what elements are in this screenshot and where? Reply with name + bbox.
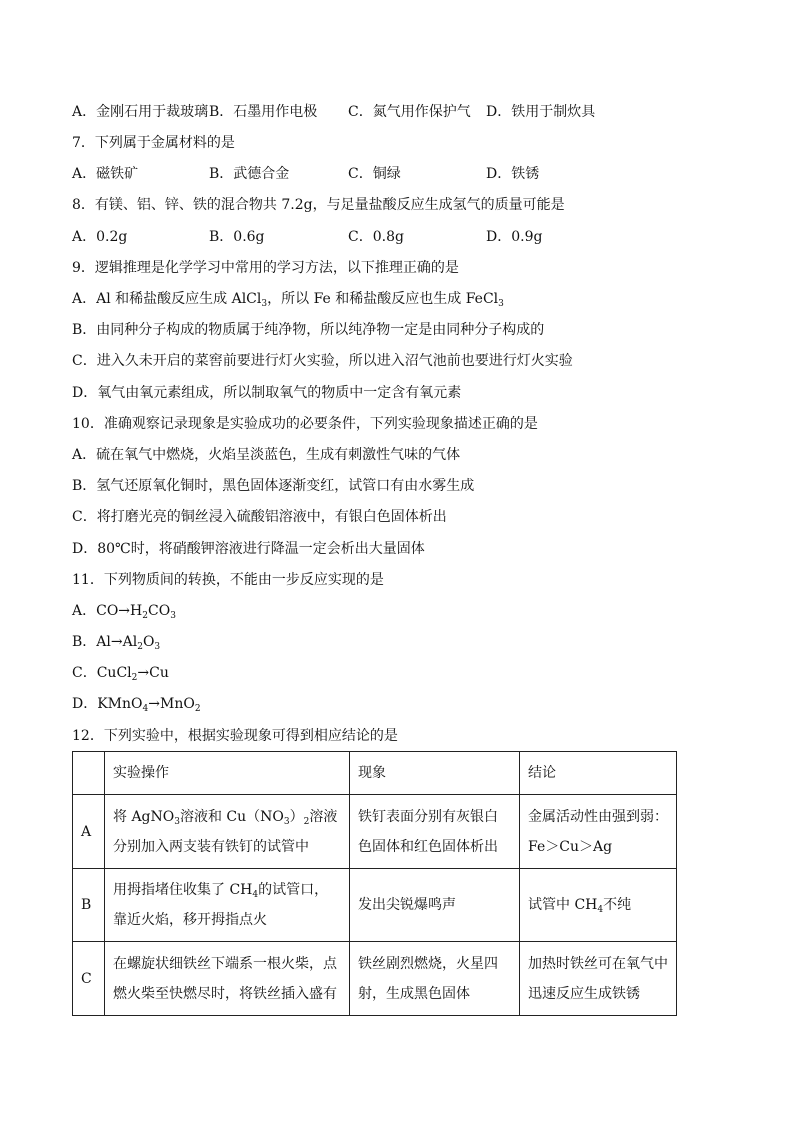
row-conclusion: 加热时铁丝可在氧气中迅速反应生成铁锈 bbox=[520, 942, 677, 1016]
q8-option-d: D．0.9g bbox=[486, 229, 543, 245]
q12-stem: 12．下列实验中，根据实验现象可得到相应结论的是 bbox=[72, 728, 398, 744]
q6-option-d: D．铁用于制炊具 bbox=[486, 104, 596, 120]
q8-option-c: C．0.8g bbox=[348, 229, 404, 245]
q9-option-d: D．氧气由氧元素组成，所以制取氧气的物质中一定含有氧元素 bbox=[72, 385, 462, 401]
q9-option-a: A．Al 和稀盐酸反应生成 AlCl$_3$，所以 Fe 和稀盐酸反应也生成 FeCl$_3$ bbox=[72, 291, 504, 309]
row-label: A bbox=[73, 795, 105, 869]
table-header-row bbox=[73, 752, 677, 795]
header-cell-phenomenon: 现象 bbox=[350, 752, 520, 795]
q11-option-c: C．CuCl$_2$→Cu bbox=[72, 665, 169, 683]
q10-option-b: B．氢气还原氧化铜时，黑色固体逐渐变红，试管口有由水雾生成 bbox=[72, 478, 475, 494]
row-label: C bbox=[73, 942, 105, 1016]
q7-option-d: D．铁锈 bbox=[486, 166, 540, 182]
q11-option-d: D．KMnO$_4$→MnO$_2$ bbox=[72, 696, 201, 714]
header-cell-operation: 实验操作 bbox=[105, 752, 350, 795]
q7-option-a: A．磁铁矿 bbox=[72, 166, 139, 182]
q11-option-b: B．$Al\to Al_2O_3$ bbox=[72, 634, 161, 652]
q10-stem: 10．准确观察记录现象是实验成功的必要条件，下列实验现象描述正确的是 bbox=[72, 416, 538, 432]
row-operation: 在螺旋状细铁丝下端系一根火柴，点燃火柴至快燃尽时，将铁丝插入盛有 bbox=[105, 942, 350, 1016]
row-operation: 将 AgNO$_3$溶液和 $Cu(NO_3)_2$溶液分别加入两支装有铁钉的试管中 bbox=[105, 795, 350, 869]
q7-stem: 7．下列属于金属材料的是 bbox=[72, 135, 235, 151]
row-label: B bbox=[73, 869, 105, 942]
table-row bbox=[73, 795, 677, 869]
q6-option-a: A．金刚石用于裁玻璃 bbox=[72, 104, 209, 120]
q7-option-c: C．铜绿 bbox=[348, 166, 401, 182]
q9-option-b: B．由同种分子构成的物质属于纯净物，所以纯净物一定是由同种分子构成的 bbox=[72, 322, 545, 338]
q8-option-a: A．0.2g bbox=[72, 229, 128, 245]
q11-stem: 11．下列物质间的转换，不能由一步反应实现的是 bbox=[72, 572, 384, 588]
table-row bbox=[73, 869, 677, 942]
q8-option-b: B．0.6g bbox=[209, 229, 265, 245]
row-phenomenon: 发出尖锐爆鸣声 bbox=[350, 869, 520, 942]
q9-stem: 9．逻辑推理是化学学习中常用的学习方法，以下推理正确的是 bbox=[72, 260, 459, 276]
q10-option-c: C．将打磨光亮的铜丝浸入硫酸铝溶液中，有银白色固体析出 bbox=[72, 509, 447, 525]
table-row bbox=[73, 942, 677, 1016]
row-phenomenon: 铁丝剧烈燃烧，火星四射，生成黑色固体 bbox=[350, 942, 520, 1016]
row-operation: 用拇指堵住收集了 $CH_4$的试管口，靠近火焰，移开拇指点火 bbox=[105, 869, 350, 942]
q10-option-d: D．80℃时，将硝酸钾溶液进行降温一定会析出大量固体 bbox=[72, 541, 425, 557]
q8-stem: 8．有镁、铝、锌、铁的混合物共 7.2g，与足量盐酸反应生成氢气的质量可能是 bbox=[72, 197, 565, 213]
q6-option-c: C．氮气用作保护气 bbox=[348, 104, 471, 120]
q6-option-b: B．石墨用作电极 bbox=[209, 104, 318, 120]
row-conclusion: 金属活动性由强到弱：Fe＞Cu＞Ag bbox=[520, 795, 677, 869]
header-cell-label bbox=[73, 752, 105, 795]
row-conclusion: 试管中 $CH_4$不纯 bbox=[520, 869, 677, 942]
q9-option-c: C．进入久未开启的菜窖前要进行灯火实验，所以进入沼气池前也要进行灯火实验 bbox=[72, 353, 573, 369]
header-cell-conclusion: 结论 bbox=[520, 752, 677, 795]
q7-option-b: B．武德合金 bbox=[209, 166, 290, 182]
q10-option-a: A．硫在氧气中燃烧，火焰呈淡蓝色，生成有刺激性气味的气体 bbox=[72, 447, 461, 463]
row-phenomenon: 铁钉表面分别有灰银白色固体和红色固体析出 bbox=[350, 795, 520, 869]
q11-option-a: A．$CO\to H_2CO_3$ bbox=[72, 603, 176, 621]
experiment-table bbox=[72, 751, 677, 1016]
